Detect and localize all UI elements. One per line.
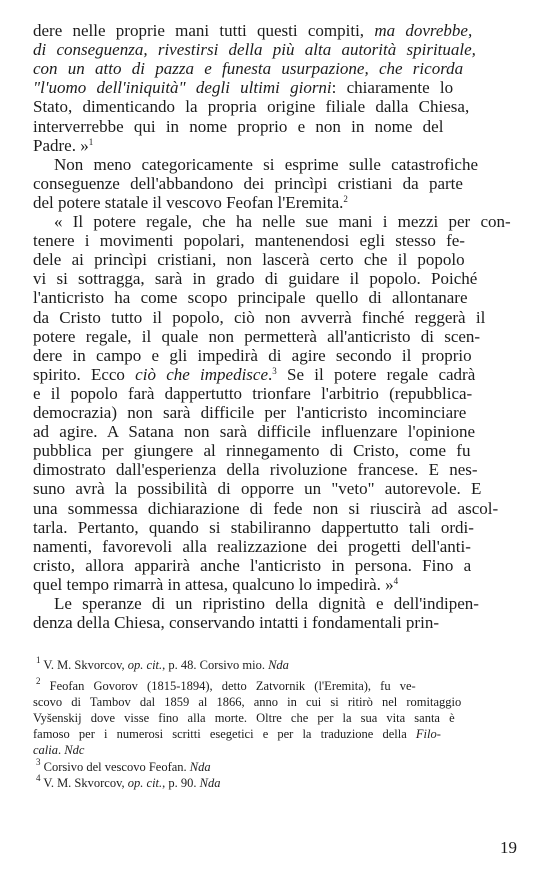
- text-line: "l'uomo dell'iniquità" degli ultimi giorni: chiaramente lo: [33, 78, 454, 98]
- text-line: potere regale, il quale non permetterà all'anticristo di scen-: [33, 326, 481, 346]
- text-line: suno avrà la possibilità di opporre un "veto" autorevole. E: [33, 479, 482, 499]
- text-line: dimostrato dall'esperienza della rivoluzione francese. E nes-: [33, 460, 478, 480]
- text-line: namenti, favorevoli alla realizzazione dei progetti dell'anti-: [33, 536, 471, 556]
- footnote-line: $^4$ V. M. Skvorcov, op. cit., p. 90. Nda: [36, 773, 221, 790]
- text-line: di conseguenza, rivestirsi della più alta autorità spirituale,: [33, 40, 476, 60]
- text-line: da Cristo tutto il popolo, ciò non avverrà finché reggerà il: [33, 307, 486, 327]
- text-line: Non meno categoricamente si esprime sulle catastrofiche: [54, 154, 479, 174]
- text-line: una sommessa dichiarazione di fede non si riuscirà ad ascol-: [33, 498, 499, 518]
- text-line: vi si sottragga, sarà in grado di guidare il popolo. Poiché: [33, 269, 478, 289]
- footnote-line: $^2$ Feofan Govorov (1815-1894), detto Zatvornik (l'Eremita), fu ve-: [36, 676, 416, 693]
- text-line: Stato, dimenticando la propria origine filiale dalla Chiesa,: [33, 97, 470, 117]
- text-line: interverrebbe qui in nome proprio e non in nome del: [33, 116, 444, 136]
- text-line: cristo, allora apparirà anche l'anticristo in persona. Fino a: [33, 555, 472, 575]
- footnote-line: famoso per i numerosi scritti esegetici e per la traduzione della Filo-: [33, 727, 441, 741]
- text-line: tenere i movimenti popolari, mantenendosi egli stesso fe-: [33, 231, 465, 251]
- page-number: 19: [500, 838, 517, 857]
- text-line: Padre. »$^1$: [33, 135, 94, 155]
- footnote-line: $^1$ V. M. Skvorcov, op. cit., p. 48. Corsivo mio. Nda: [36, 655, 289, 672]
- text-line: ad agire. A Satana non sarà difficile influenzare l'opinione: [33, 422, 476, 442]
- text-line: del potere statale il vescovo Feofan l'Eremita.$^2$: [33, 192, 348, 212]
- footnote-line: scovo di Tambov dal 1859 al 1866, anno in cui si ritirò nel romitaggio: [33, 695, 462, 709]
- text-line: l'anticristo ha come scopo principale quello di allontanare: [33, 288, 468, 308]
- text-line: quel tempo rimarrà in attesa, qualcuno lo impedirà. »$^4$: [33, 574, 399, 594]
- text-line: con un atto di pazza e funesta usurpazione, che ricorda: [33, 59, 464, 79]
- text-line: spirito. Ecco ciò che impedisce.$^3$ Se il potere regale cadrà: [33, 364, 476, 384]
- footnote-line: Vyšenskij dove visse fino alla morte. Oltre che per la sua vita santa è: [33, 711, 455, 725]
- text-line: e il popolo farà dappertutto trionfare l'arbitrio (repubblica-: [33, 383, 473, 403]
- text-line: dere in campo e gli impedirà di agire secondo il proprio: [33, 345, 472, 365]
- footnote-line: $^3$ Corsivo del vescovo Feofan. Nda: [36, 757, 211, 774]
- text-line: « Il potere regale, che ha nelle sue mani i mezzi per con-: [54, 212, 511, 231]
- text-line: conseguenze dell'abbandono dei princìpi cristiani da parte: [33, 173, 463, 193]
- text-line: dele ai princìpi cristiani, non lascerà certo che il popolo: [33, 250, 465, 270]
- text-line: dere nelle proprie mani tutti questi compiti, ma dovrebbe,: [33, 21, 473, 40]
- text-line: pubblica per giungere al rinnegamento di Cristo, come fu: [33, 441, 471, 461]
- text-line: Le speranze di un ripristino della dignità e dell'indipen-: [54, 594, 479, 613]
- text-line: tarla. Pertanto, quando si stabiliranno dappertutto tali ordi-: [33, 517, 474, 537]
- footnote-line: calia. Ndc: [33, 743, 85, 757]
- text-line: democrazia) non sarà difficile per l'anticristo incominciare: [33, 403, 467, 422]
- text-line: denza della Chiesa, conservando intatti i fondamentali prin-: [33, 613, 439, 633]
